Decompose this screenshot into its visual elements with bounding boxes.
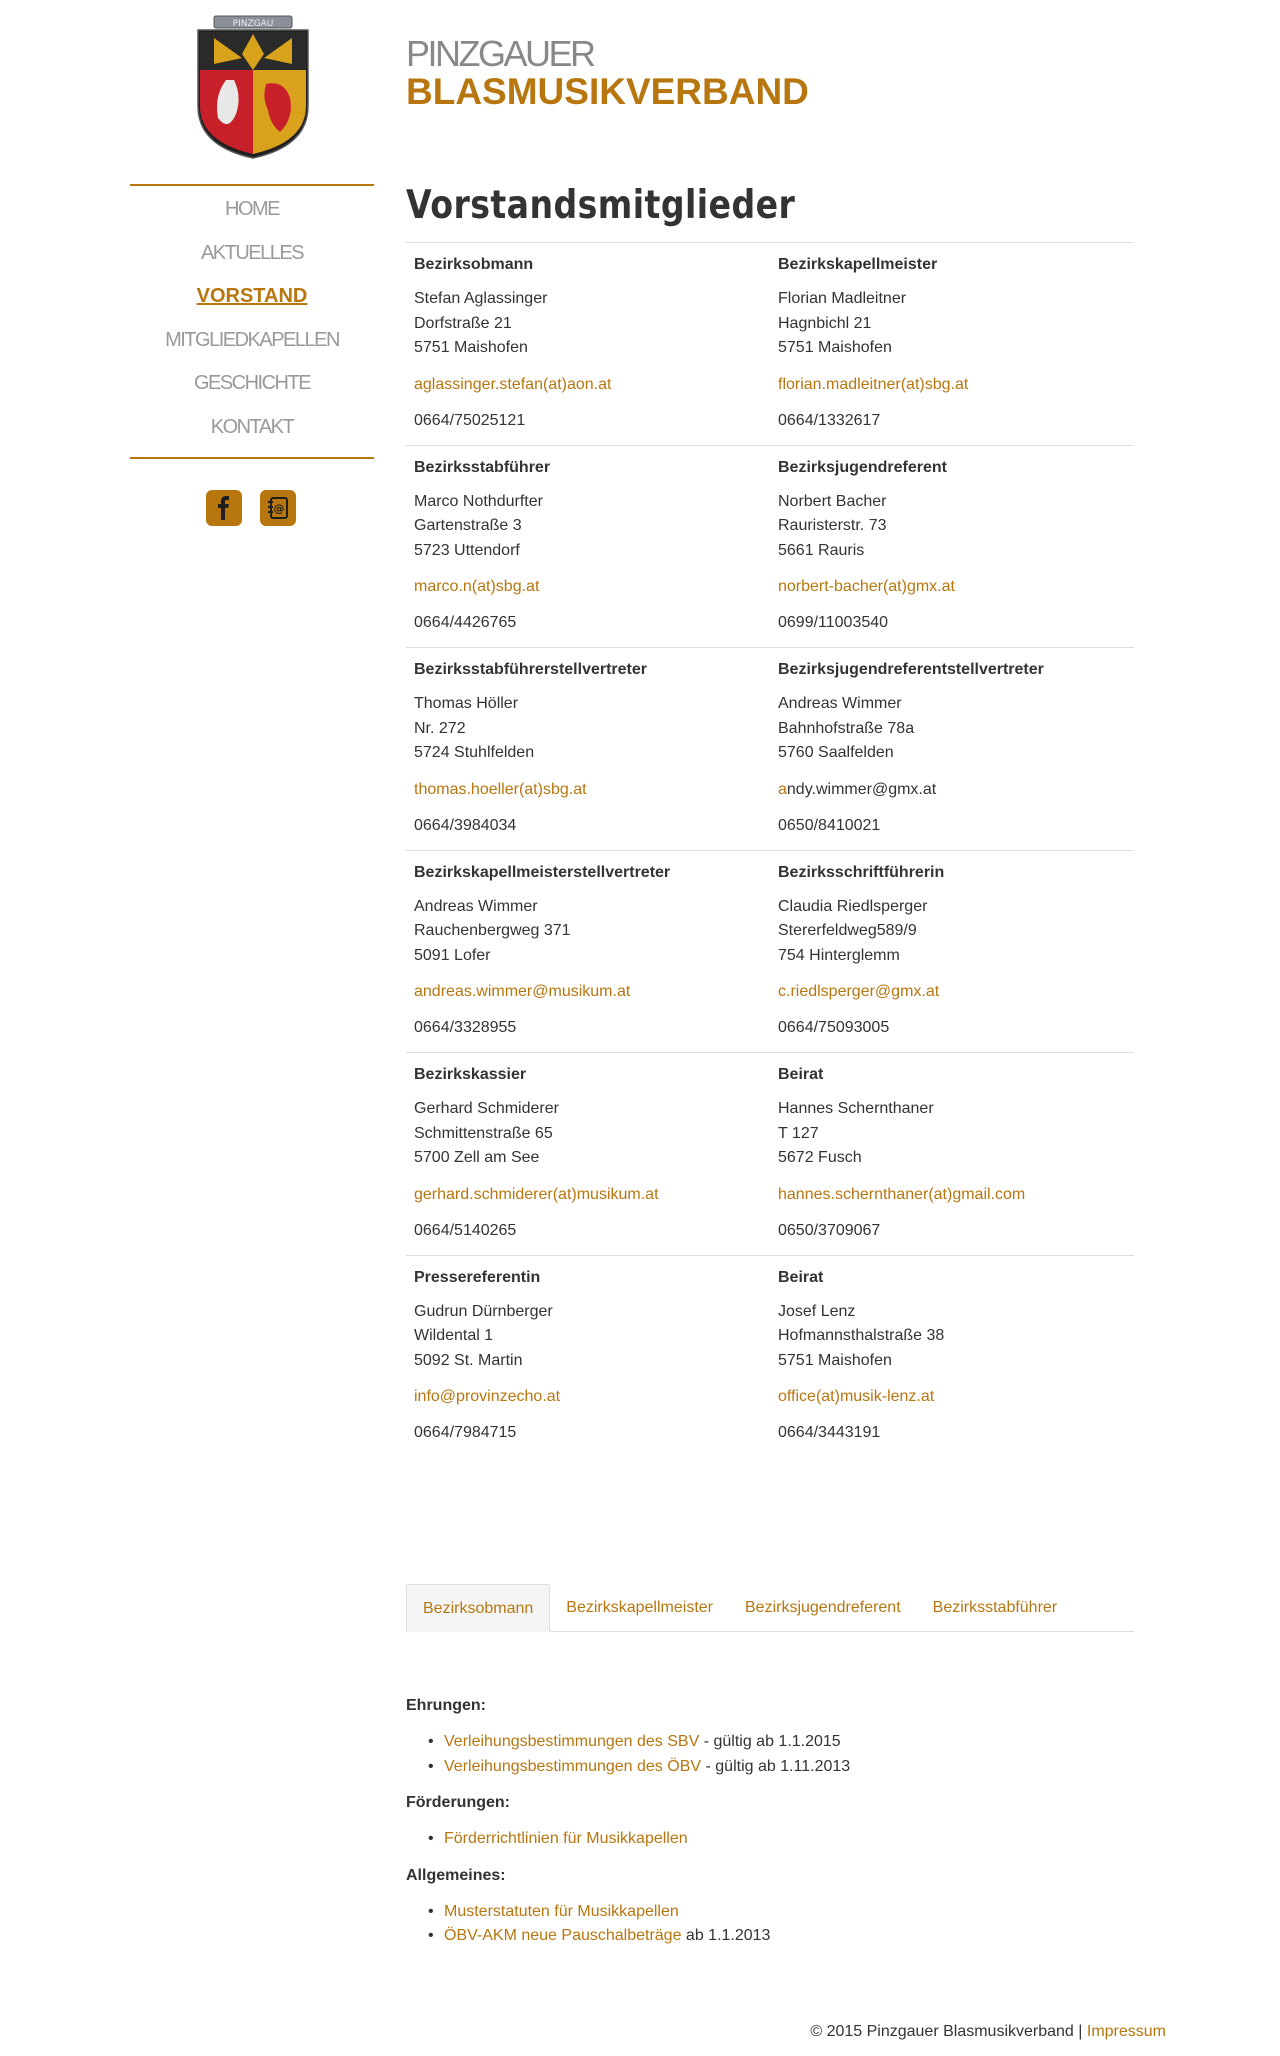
list-item xyxy=(428,1827,1134,1852)
member-city: 5751 Maishofen xyxy=(414,339,528,356)
member-name: Andreas Wimmer xyxy=(414,897,538,915)
member-role: Bezirkskapellmeister xyxy=(778,256,938,273)
documents-sections xyxy=(406,1694,1134,1961)
document-link[interactable]: Verleihungsbestimmungen des SBV xyxy=(444,1733,700,1750)
member-email-link[interactable]: gerhard.schmiderer(at)musikum.at xyxy=(414,1185,659,1203)
member-role: Pressereferentin xyxy=(414,1268,541,1286)
document-link[interactable]: Förderrichtlinien für Musikkapellen xyxy=(444,1830,688,1847)
member-phone: 0664/3443191 xyxy=(778,1424,881,1441)
member-name: Claudia Riedlsperger xyxy=(778,897,928,915)
nav-item-kontakt[interactable]: KONTAKT xyxy=(210,415,294,438)
member-card xyxy=(770,1256,1134,1458)
site-brand[interactable] xyxy=(406,33,809,112)
member-name: Josef Lenz xyxy=(778,1302,856,1320)
nav-item-mitgliedkapellen[interactable]: MITGLIEDKAPELLEN xyxy=(165,328,339,351)
document-note: - gültig ab 1.11.2013 xyxy=(701,1757,851,1775)
member-city: 5672 Fusch xyxy=(778,1149,862,1166)
member-role: Bezirkskapellmeisterstellvertreter xyxy=(414,863,671,881)
member-phone: 0664/3984034 xyxy=(414,816,517,834)
member-card xyxy=(770,446,1134,648)
nav-item-home[interactable]: HOME xyxy=(225,198,279,220)
member-name: Stefan Aglassinger xyxy=(414,290,548,307)
tab-bezirksjugendreferent[interactable]: Bezirksjugendreferent xyxy=(745,1599,901,1616)
member-card xyxy=(770,851,1134,1053)
member-email-link[interactable]: andreas.wimmer@musikum.at xyxy=(414,983,631,1000)
member-role: Bezirksstabführer xyxy=(414,458,551,476)
member-card xyxy=(406,446,770,648)
member-street: Wildental 1 xyxy=(414,1327,494,1344)
member-card xyxy=(406,851,770,1053)
member-name: Andreas Wimmer xyxy=(778,695,902,712)
nav-item-geschichte[interactable]: GESCHICHTE xyxy=(193,372,311,394)
facebook-icon[interactable] xyxy=(206,490,242,526)
tab-bezirksobmann[interactable]: Bezirksobmann xyxy=(406,1584,550,1632)
members-row xyxy=(406,850,1134,1053)
social-links xyxy=(206,490,296,526)
member-name: Gudrun Dürnberger xyxy=(414,1302,553,1320)
member-email-link[interactable]: info@provinzecho.at xyxy=(414,1388,561,1405)
members-row xyxy=(406,242,1134,445)
member-street: Schmittenstraße 65 xyxy=(414,1124,553,1142)
member-street: Nr. 272 xyxy=(414,719,466,737)
list-item xyxy=(428,1900,1134,1925)
brand-line-2: BLASMUSIKVERBAND xyxy=(406,71,809,112)
member-card xyxy=(770,648,1134,850)
member-city: 5751 Maishofen xyxy=(778,339,892,356)
member-city: 5724 Stuhlfelden xyxy=(414,744,535,761)
member-card xyxy=(406,243,770,445)
coat-of-arms-logo[interactable] xyxy=(194,14,312,160)
members-row xyxy=(406,445,1134,648)
footer xyxy=(810,2020,1166,2044)
member-street: Rauristerstr. 73 xyxy=(778,517,887,534)
member-email-link[interactable]: a xyxy=(778,780,787,798)
member-email-link[interactable]: aglassinger.stefan(at)aon.at xyxy=(414,375,612,393)
member-city: 5760 Saalfelden xyxy=(778,744,894,761)
document-link[interactable]: ÖBV-AKM neue Pauschalbeträge xyxy=(444,1927,682,1944)
member-email-link[interactable]: hannes.schernthaner(at)gmail.com xyxy=(778,1185,1026,1203)
member-role: Bezirksjugendreferent xyxy=(778,458,947,476)
members-row xyxy=(406,647,1134,850)
member-phone: 0664/7984715 xyxy=(414,1424,517,1441)
member-role: Bezirksjugendreferentstellvertreter xyxy=(778,661,1044,678)
member-email-rest: ndy.wimmer@gmx.at xyxy=(786,780,937,798)
document-link[interactable]: Musterstatuten für Musikkapellen xyxy=(444,1902,679,1920)
members-row xyxy=(406,1052,1134,1255)
member-street: Hofmannsthalstraße 38 xyxy=(778,1327,945,1344)
address-book-icon[interactable] xyxy=(260,490,296,526)
svg-text:@: @ xyxy=(273,502,285,515)
logo-label: PINZGAU xyxy=(232,19,274,29)
member-phone: 0699/11003540 xyxy=(778,614,889,631)
member-city: 5091 Lofer xyxy=(414,946,491,964)
list-item xyxy=(428,1924,1134,1949)
member-name: Marco Nothdurfter xyxy=(414,492,543,510)
nav-item-aktuelles[interactable]: AKTUELLES xyxy=(200,241,304,264)
member-city: 754 Hinterglemm xyxy=(778,946,900,964)
member-street: Bahnhofstraße 78a xyxy=(778,719,915,737)
copyright-text: © 2015 Pinzgauer Blasmusikverband | xyxy=(810,2023,1087,2040)
member-street: Dorfstraße 21 xyxy=(414,314,512,332)
board-members-table xyxy=(406,242,1134,1457)
member-city: 5751 Maishofen xyxy=(778,1351,892,1369)
document-note: ab 1.1.2013 xyxy=(681,1927,771,1944)
member-card xyxy=(770,243,1134,445)
member-phone: 0664/75025121 xyxy=(414,411,526,429)
member-card xyxy=(770,1053,1134,1255)
member-email-link[interactable]: c.riedlsperger@gmx.at xyxy=(778,983,940,1000)
member-role: Bezirkskassier xyxy=(414,1066,527,1083)
member-role: Beirat xyxy=(778,1066,824,1083)
tab-bezirkskapellmeister[interactable]: Bezirkskapellmeister xyxy=(566,1599,713,1616)
main-nav xyxy=(130,194,374,455)
member-role: Bezirksschriftführerin xyxy=(778,863,945,881)
member-phone: 0664/5140265 xyxy=(414,1221,517,1239)
member-card xyxy=(406,648,770,850)
member-phone: 0650/3709067 xyxy=(778,1221,881,1239)
tab-bezirksstabfuehrer[interactable]: Bezirksstabführer xyxy=(932,1599,1058,1616)
members-row xyxy=(406,1255,1134,1458)
member-phone: 0664/75093005 xyxy=(778,1019,890,1036)
member-name: Hannes Schernthaner xyxy=(778,1100,934,1117)
member-email-link[interactable]: thomas.hoeller(at)sbg.at xyxy=(414,780,587,798)
section-title-foerderungen: Förderungen: xyxy=(406,1794,510,1811)
member-street: Hagnbichl 21 xyxy=(778,314,872,332)
member-phone: 0664/4426765 xyxy=(414,614,517,631)
document-link[interactable]: Verleihungsbestimmungen des ÖBV xyxy=(444,1757,702,1775)
member-city: 5723 Uttendorf xyxy=(414,541,520,559)
member-name: Thomas Höller xyxy=(414,695,519,712)
nav-top-divider xyxy=(130,184,374,186)
member-email xyxy=(778,778,1126,802)
list-item xyxy=(428,1730,1134,1755)
member-phone: 0664/3328955 xyxy=(414,1019,517,1036)
foerderungen-list xyxy=(428,1827,1134,1852)
member-email-link[interactable]: norbert-bacher(at)gmx.at xyxy=(778,578,955,595)
member-street: Rauchenbergweg 371 xyxy=(414,922,571,939)
role-tabs xyxy=(406,1584,1134,1632)
member-phone: 0650/8410021 xyxy=(778,816,881,834)
member-name: Norbert Bacher xyxy=(778,492,887,510)
member-city: 5700 Zell am See xyxy=(414,1149,540,1166)
member-role: Bezirksobmann xyxy=(414,256,534,273)
member-email-link[interactable]: office(at)musik-lenz.at xyxy=(778,1388,935,1405)
impressum-link[interactable]: Impressum xyxy=(1086,2023,1166,2040)
member-email-link[interactable]: florian.madleitner(at)sbg.at xyxy=(778,375,969,393)
section-title-allgemeines: Allgemeines: xyxy=(406,1866,506,1884)
member-street: Gartenstraße 3 xyxy=(414,517,522,534)
member-name: Gerhard Schmiderer xyxy=(414,1100,559,1117)
page-title: Vorstandsmitglieder xyxy=(406,183,796,228)
brand-line-1: PINZGAUER xyxy=(406,33,594,74)
member-name: Florian Madleitner xyxy=(778,290,907,307)
member-role: Beirat xyxy=(778,1268,824,1286)
list-item xyxy=(428,1755,1134,1780)
member-street: Stererfeldweg589/9 xyxy=(778,922,917,939)
document-note: - gültig ab 1.1.2015 xyxy=(699,1733,841,1750)
member-phone: 0664/1332617 xyxy=(778,411,881,429)
section-title-ehrungen: Ehrungen: xyxy=(406,1697,486,1714)
member-city: 5661 Rauris xyxy=(778,541,865,559)
ehrungen-list xyxy=(428,1730,1134,1779)
allgemeines-list xyxy=(428,1900,1134,1949)
member-card xyxy=(406,1053,770,1255)
member-street: T 127 xyxy=(778,1124,819,1142)
member-role: Bezirksstabführerstellvertreter xyxy=(414,661,647,678)
member-email-link[interactable]: marco.n(at)sbg.at xyxy=(414,578,540,595)
nav-bottom-divider xyxy=(130,457,374,459)
member-city: 5092 St. Martin xyxy=(414,1351,523,1369)
member-card xyxy=(406,1256,770,1458)
nav-item-vorstand[interactable]: VORSTAND xyxy=(196,285,308,307)
